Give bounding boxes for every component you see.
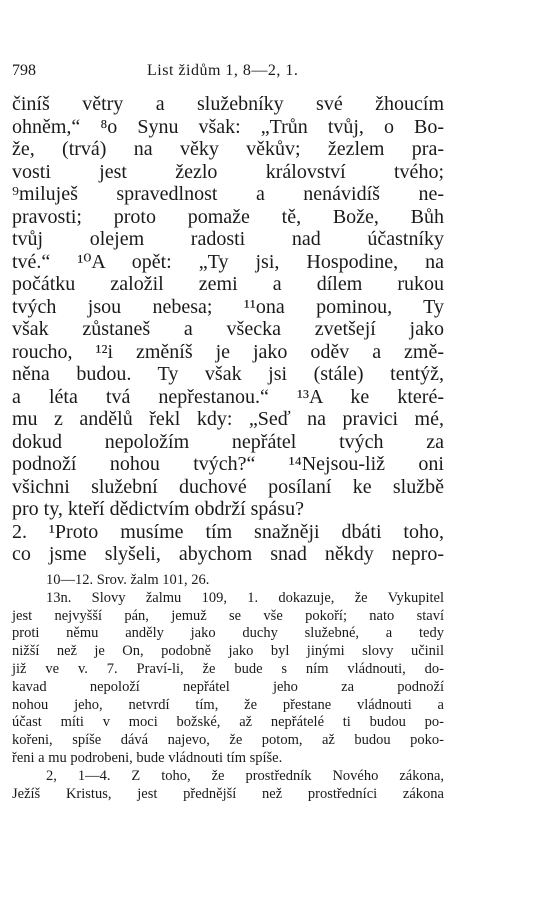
text-line: tvůj olejem radosti nad účastníky bbox=[12, 228, 444, 250]
footnotes bbox=[12, 572, 444, 803]
footnote-line: kavad nepoloží nepřátel jeho za podnoží bbox=[12, 678, 444, 695]
footnote-line: nižší než je On, podobně jako byl jinými slovy učinil bbox=[12, 643, 444, 660]
footnote-line: kořeni, spíše dává najevo, že potom, až budou poko- bbox=[12, 732, 444, 749]
page-number: 798 bbox=[12, 62, 36, 79]
text-line: ⁹miluješ spravedlnost a nenávidíš ne- bbox=[12, 183, 444, 205]
footnote-line: účast míti v moci božské, až nepřátelé ti budou po- bbox=[12, 714, 444, 731]
text-line: roucho, ¹²i změníš je jako oděv a změ- bbox=[12, 340, 444, 363]
running-head: List židům 1, 8—2, 1. bbox=[147, 62, 299, 79]
text-line: podnoží nohou tvých?“ ¹⁴Nejsou-liž oni bbox=[12, 453, 444, 475]
footnote-line: nohou jeho, netvrdí tím, že přestane vládnouti a bbox=[12, 696, 444, 713]
text-line: pro ty, kteří dědictvím obdrží spásu? bbox=[12, 498, 304, 520]
footnote-line: proti němu anděly jako duchy služebné, a tedy bbox=[12, 625, 444, 642]
footnote-line: 13n. Slovy žalmu 109, 1. dokazuje, že Vykupitel bbox=[46, 589, 444, 606]
text-line: něna budou. Ty však jsi (stále) tentýž, bbox=[12, 363, 444, 385]
page-header bbox=[12, 62, 534, 84]
text-line: co jsme slyšeli, abychom snad někdy nepro- bbox=[12, 543, 444, 565]
text-line: ohněm,“ ⁸o Synu však: „Trůn tvůj, o Bo- bbox=[12, 115, 444, 138]
text-line: že, (trvá) na věky věkův; žezlem pra- bbox=[12, 138, 444, 160]
main-text bbox=[12, 93, 444, 566]
text-line: počátku založil zemi a dílem rukou bbox=[12, 273, 444, 295]
text-line: tvé.“ ¹⁰A opět: „Ty jsi, Hospodine, na bbox=[12, 250, 444, 273]
text-line: dokud nepoložím nepřátel tvých za bbox=[12, 430, 444, 453]
footnote-line: již ve v. 7. Praví-li, že bude s ním vládnouti, do- bbox=[12, 660, 444, 677]
text-line: pravosti; proto pomaže tě, Bože, Bůh bbox=[12, 205, 444, 228]
footnote-line: 2, 1—4. Z toho, že prostředník Nového zákona, bbox=[46, 767, 444, 784]
text-line: však zůstaneš a všecka zvetšejí jako bbox=[12, 318, 444, 340]
footnote-line: 10—12. Srov. žalm 101, 26. bbox=[46, 572, 210, 588]
text-line: tvých jsou nebesa; ¹¹ona pominou, Ty bbox=[12, 295, 444, 318]
text-line: 2. ¹Proto musíme tím snažněji dbáti toho, bbox=[12, 520, 444, 543]
text-line: a léta tvá nepřestanou.“ ¹³A ke které- bbox=[12, 385, 444, 408]
footnote-line: řeni a mu podrobeni, bude vládnouti tím spíše. bbox=[12, 749, 283, 766]
footnote-line: jest nejvyšší pán, jemuž se vše pokoří; nato staví bbox=[12, 607, 444, 624]
footnote-line: Ježíš Kristus, jest přednější než prostředníci zákona bbox=[12, 785, 444, 802]
text-line: vosti jest žezlo království tvého; bbox=[12, 160, 444, 183]
text-line: mu z andělů řekl kdy: „Seď na pravici mé, bbox=[12, 408, 444, 430]
text-line: všichni služební duchové posílaní ke službě bbox=[12, 475, 444, 498]
text-line: činíš větry a služebníky své žhoucím bbox=[12, 93, 444, 115]
